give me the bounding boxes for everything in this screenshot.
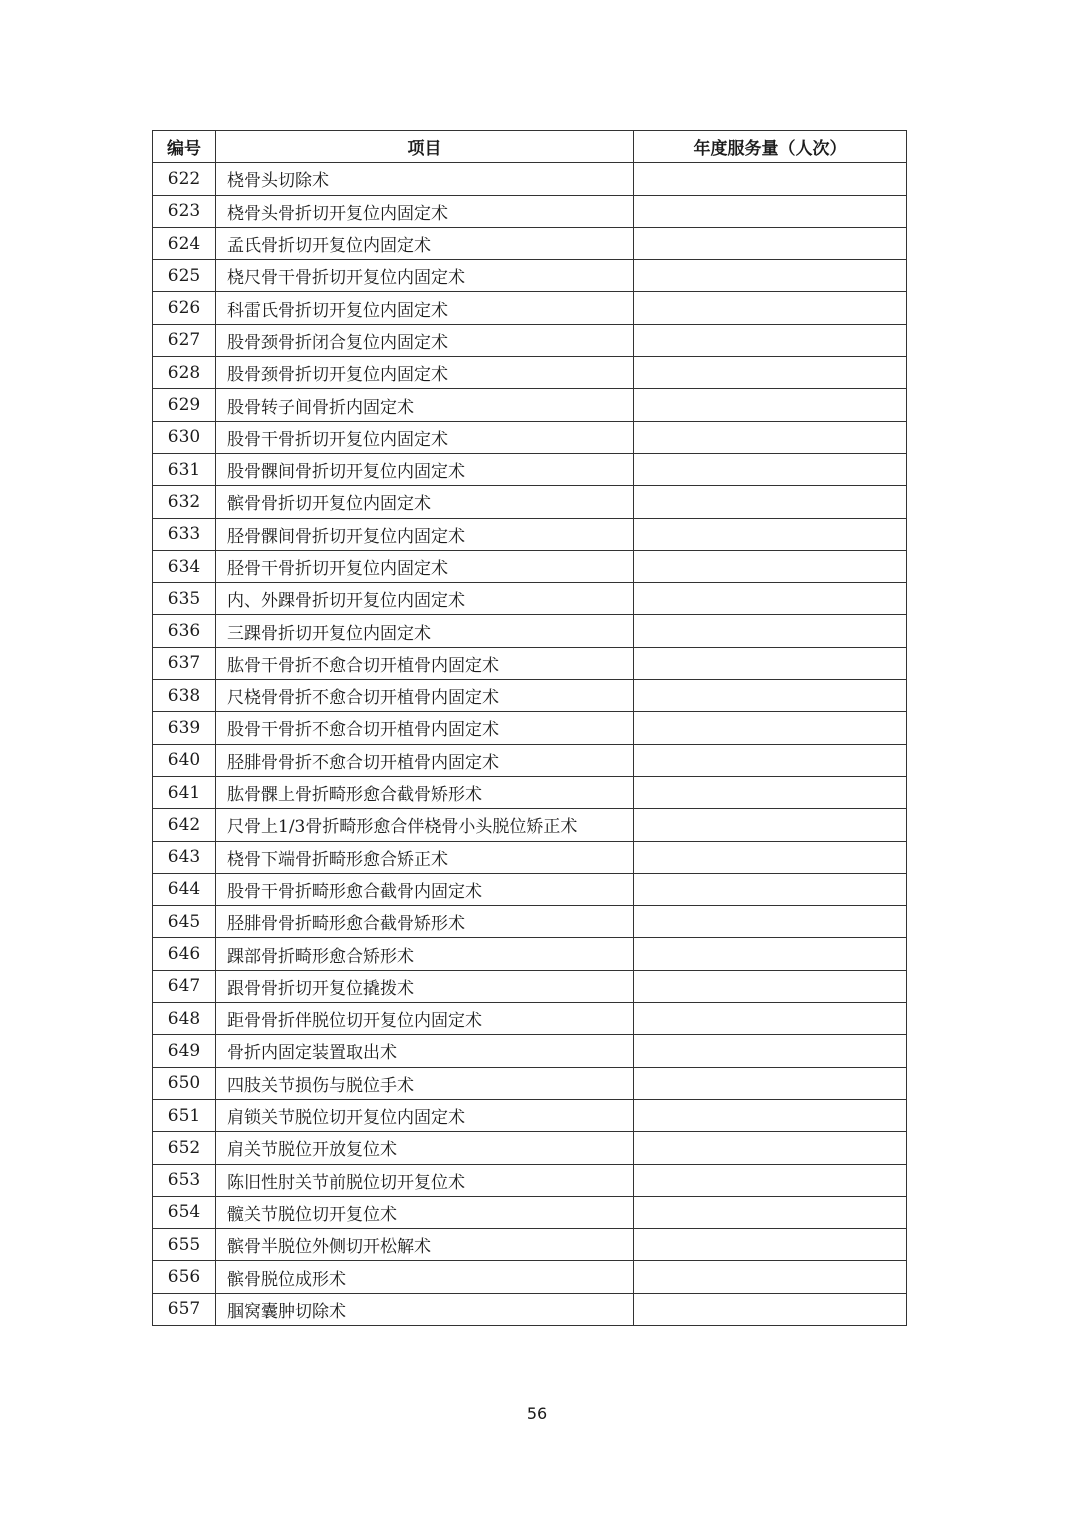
row-number: 641 <box>153 776 216 808</box>
row-item: 孟氏骨折切开复位内固定术 <box>216 227 634 259</box>
table-row <box>153 712 907 744</box>
row-item: 肱骨髁上骨折畸形愈合截骨矫形术 <box>216 776 634 808</box>
row-number: 634 <box>153 550 216 582</box>
row-number: 655 <box>153 1229 216 1261</box>
table-row <box>153 1261 907 1293</box>
row-volume-cell <box>634 970 907 1002</box>
table-row <box>153 1229 907 1261</box>
row-item: 尺骨上1/3骨折畸形愈合伴桡骨小头脱位矫正术 <box>216 809 634 841</box>
table-row <box>153 970 907 1002</box>
row-volume-cell <box>634 1099 907 1131</box>
row-volume-cell <box>634 776 907 808</box>
table-row <box>153 453 907 485</box>
row-item: 肩关节脱位开放复位术 <box>216 1132 634 1164</box>
row-item: 股骨颈骨折切开复位内固定术 <box>216 357 634 389</box>
table-row <box>153 1293 907 1325</box>
row-volume-cell <box>634 357 907 389</box>
header-number: 编号 <box>153 131 216 163</box>
row-number: 642 <box>153 809 216 841</box>
table-row <box>153 647 907 679</box>
row-volume-cell <box>634 1229 907 1261</box>
row-number: 622 <box>153 163 216 195</box>
table-row <box>153 227 907 259</box>
row-item: 胫腓骨骨折不愈合切开植骨内固定术 <box>216 744 634 776</box>
table-row <box>153 841 907 873</box>
row-volume-cell <box>634 518 907 550</box>
table-row <box>153 195 907 227</box>
service-volume-table <box>152 130 907 1326</box>
row-number: 639 <box>153 712 216 744</box>
row-volume-cell <box>634 195 907 227</box>
table-row <box>153 324 907 356</box>
row-number: 651 <box>153 1099 216 1131</box>
row-number: 626 <box>153 292 216 324</box>
row-volume-cell <box>634 938 907 970</box>
row-item: 尺桡骨骨折不愈合切开植骨内固定术 <box>216 680 634 712</box>
row-item: 科雷氏骨折切开复位内固定术 <box>216 292 634 324</box>
row-volume-cell <box>634 1003 907 1035</box>
row-item: 髌骨脱位成形术 <box>216 1261 634 1293</box>
table-row <box>153 421 907 453</box>
row-item: 踝部骨折畸形愈合矫形术 <box>216 938 634 970</box>
header-volume: 年度服务量（人次） <box>634 131 907 163</box>
row-item: 肩锁关节脱位切开复位内固定术 <box>216 1099 634 1131</box>
row-item: 肱骨干骨折不愈合切开植骨内固定术 <box>216 647 634 679</box>
row-number: 656 <box>153 1261 216 1293</box>
row-item: 股骨颈骨折闭合复位内固定术 <box>216 324 634 356</box>
row-item: 腘窝囊肿切除术 <box>216 1293 634 1325</box>
table-row <box>153 292 907 324</box>
table-row <box>153 615 907 647</box>
row-number: 637 <box>153 647 216 679</box>
table-row <box>153 873 907 905</box>
row-item: 骨折内固定装置取出术 <box>216 1035 634 1067</box>
row-volume-cell <box>634 1035 907 1067</box>
row-volume-cell <box>634 1293 907 1325</box>
row-number: 635 <box>153 583 216 615</box>
table-row <box>153 163 907 195</box>
row-number: 653 <box>153 1164 216 1196</box>
row-number: 629 <box>153 389 216 421</box>
row-volume-cell <box>634 841 907 873</box>
row-volume-cell <box>634 163 907 195</box>
row-volume-cell <box>634 389 907 421</box>
row-item: 股骨干骨折不愈合切开植骨内固定术 <box>216 712 634 744</box>
row-volume-cell <box>634 1196 907 1228</box>
row-volume-cell <box>634 324 907 356</box>
table-row <box>153 809 907 841</box>
row-number: 630 <box>153 421 216 453</box>
row-volume-cell <box>634 1261 907 1293</box>
row-volume-cell <box>634 260 907 292</box>
row-volume-cell <box>634 712 907 744</box>
row-volume-cell <box>634 680 907 712</box>
row-item: 股骨干骨折畸形愈合截骨内固定术 <box>216 873 634 905</box>
table-row <box>153 1035 907 1067</box>
row-number: 636 <box>153 615 216 647</box>
row-item: 髋关节脱位切开复位术 <box>216 1196 634 1228</box>
row-item: 桡骨头切除术 <box>216 163 634 195</box>
row-number: 624 <box>153 227 216 259</box>
table-row <box>153 1003 907 1035</box>
row-volume-cell <box>634 744 907 776</box>
table-row <box>153 1132 907 1164</box>
row-volume-cell <box>634 486 907 518</box>
row-volume-cell <box>634 615 907 647</box>
row-item: 桡尺骨干骨折切开复位内固定术 <box>216 260 634 292</box>
row-item: 陈旧性肘关节前脱位切开复位术 <box>216 1164 634 1196</box>
row-number: 640 <box>153 744 216 776</box>
table-header-row <box>153 131 907 163</box>
table-row <box>153 357 907 389</box>
table-row <box>153 518 907 550</box>
row-number: 657 <box>153 1293 216 1325</box>
row-number: 646 <box>153 938 216 970</box>
row-number: 633 <box>153 518 216 550</box>
row-volume-cell <box>634 1067 907 1099</box>
row-volume-cell <box>634 647 907 679</box>
row-volume-cell <box>634 292 907 324</box>
row-number: 644 <box>153 873 216 905</box>
row-volume-cell <box>634 1132 907 1164</box>
table-row <box>153 1196 907 1228</box>
row-item: 胫骨髁间骨折切开复位内固定术 <box>216 518 634 550</box>
row-item: 股骨髁间骨折切开复位内固定术 <box>216 453 634 485</box>
row-volume-cell <box>634 550 907 582</box>
table-row <box>153 260 907 292</box>
row-item: 距骨骨折伴脱位切开复位内固定术 <box>216 1003 634 1035</box>
row-volume-cell <box>634 1164 907 1196</box>
row-number: 652 <box>153 1132 216 1164</box>
row-item: 内、外踝骨折切开复位内固定术 <box>216 583 634 615</box>
row-item: 三踝骨折切开复位内固定术 <box>216 615 634 647</box>
row-volume-cell <box>634 227 907 259</box>
row-volume-cell <box>634 873 907 905</box>
row-number: 643 <box>153 841 216 873</box>
row-number: 645 <box>153 906 216 938</box>
table-body <box>153 163 907 1326</box>
row-number: 628 <box>153 357 216 389</box>
row-number: 638 <box>153 680 216 712</box>
row-item: 胫骨干骨折切开复位内固定术 <box>216 550 634 582</box>
row-number: 632 <box>153 486 216 518</box>
row-number: 648 <box>153 1003 216 1035</box>
table-row <box>153 1099 907 1131</box>
row-item: 跟骨骨折切开复位撬拨术 <box>216 970 634 1002</box>
row-number: 627 <box>153 324 216 356</box>
header-item: 项目 <box>216 131 634 163</box>
row-number: 623 <box>153 195 216 227</box>
row-item: 髌骨骨折切开复位内固定术 <box>216 486 634 518</box>
table-row <box>153 1067 907 1099</box>
page-number: 56 <box>526 1404 548 1423</box>
row-item: 股骨干骨折切开复位内固定术 <box>216 421 634 453</box>
row-item: 桡骨下端骨折畸形愈合矫正术 <box>216 841 634 873</box>
table-row <box>153 938 907 970</box>
table-row <box>153 776 907 808</box>
table-row <box>153 486 907 518</box>
row-volume-cell <box>634 809 907 841</box>
table-row <box>153 744 907 776</box>
table-row <box>153 583 907 615</box>
row-item: 桡骨头骨折切开复位内固定术 <box>216 195 634 227</box>
row-volume-cell <box>634 583 907 615</box>
row-number: 649 <box>153 1035 216 1067</box>
row-number: 647 <box>153 970 216 1002</box>
table-row <box>153 906 907 938</box>
row-item: 髌骨半脱位外侧切开松解术 <box>216 1229 634 1261</box>
row-volume-cell <box>634 453 907 485</box>
table-row <box>153 680 907 712</box>
row-number: 631 <box>153 453 216 485</box>
row-number: 654 <box>153 1196 216 1228</box>
table-row <box>153 389 907 421</box>
row-volume-cell <box>634 421 907 453</box>
table-row <box>153 550 907 582</box>
row-number: 625 <box>153 260 216 292</box>
row-volume-cell <box>634 906 907 938</box>
table-row <box>153 1164 907 1196</box>
row-number: 650 <box>153 1067 216 1099</box>
row-item: 胫腓骨骨折畸形愈合截骨矫形术 <box>216 906 634 938</box>
row-item: 四肢关节损伤与脱位手术 <box>216 1067 634 1099</box>
row-item: 股骨转子间骨折内固定术 <box>216 389 634 421</box>
